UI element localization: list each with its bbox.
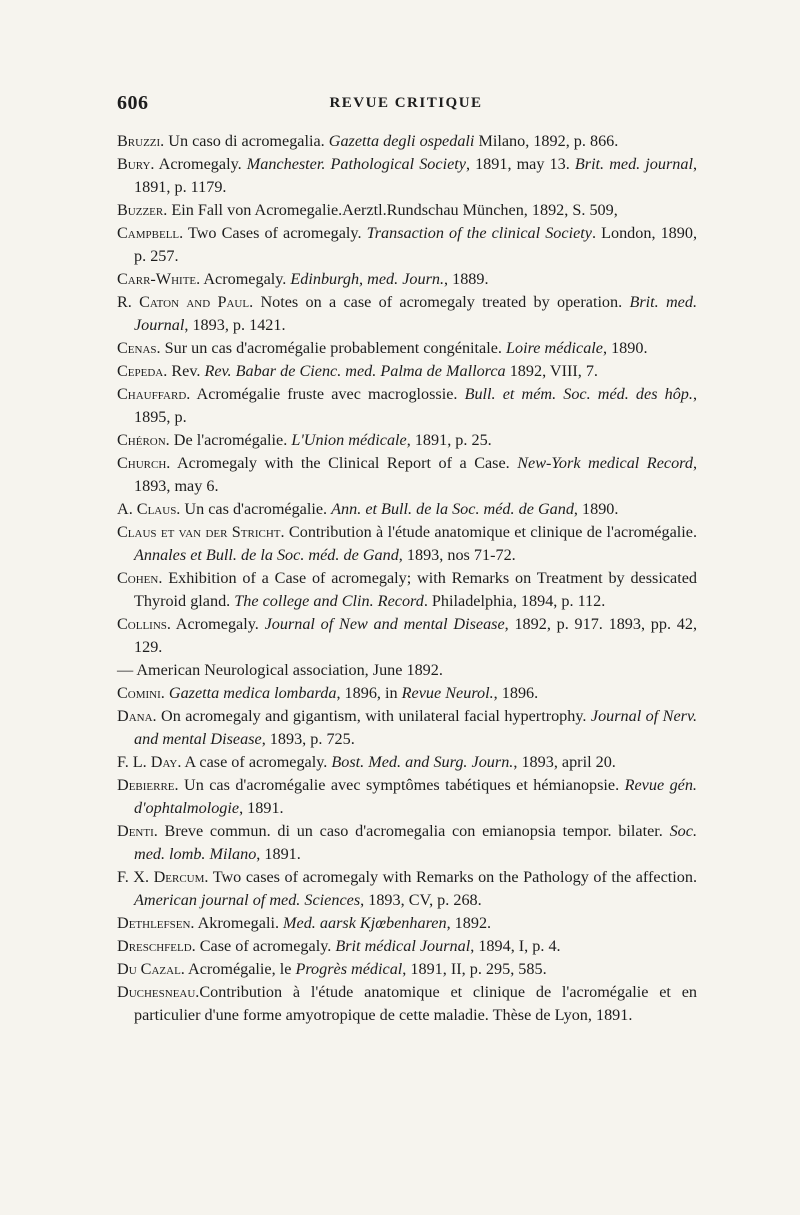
entry-text: Breve commun. di un caso d'acromegalia con emianopsia tempor. bilater. (157, 822, 670, 840)
entry-author: Debierre. (117, 776, 179, 794)
entry-text: , 1893, CV, p. 268. (360, 891, 482, 909)
page-header (117, 92, 695, 122)
entry-text: Rev. (167, 362, 205, 380)
entry-source-title: Gazetta degli ospedali (328, 132, 475, 150)
entry-source-title: Journal of New and mental Disease (264, 615, 505, 633)
bibliography-entry (117, 429, 697, 452)
entry-source-title: Edinburgh, med. Journ. (290, 270, 445, 288)
entry-author: — (117, 661, 134, 679)
entry-source-title: Journal of Nerv. and mental Disease (134, 707, 697, 748)
bibliography-entry (117, 268, 697, 291)
entry-author: Comini. (117, 684, 165, 702)
entry-source-title: Revue gén. d'ophtalmologie (134, 776, 697, 817)
entry-text: . London, 1890, p. 257. (134, 224, 697, 265)
bibliography-entry (117, 291, 697, 337)
entry-text: Exhibition of a Case of acromegaly; with Remarks on Treatment by dessicated Thyroid gland. (134, 569, 697, 610)
entry-text: American Neurological association, June 1892. (133, 661, 443, 679)
entry-text: Notes on a case of acromegaly treated by operation. (253, 293, 630, 311)
entry-author: Duchesneau. (117, 983, 200, 1001)
entry-text: , 1890. (573, 500, 619, 518)
entry-text: , 1891. (239, 799, 284, 817)
bibliography-entry (117, 567, 697, 613)
entry-text: Contribution à l'étude anatomique et clinique de l'acromégalie et en particulier d'une forme amyotropique de cette maladie. Thèse de Lyon, 1891. (134, 983, 697, 1024)
entry-author: Campbell. (117, 224, 184, 242)
bibliography-entry (117, 130, 697, 153)
entry-source-title: Loire médicale (506, 339, 603, 357)
entry-author: Chauffard. (117, 385, 191, 403)
bibliography-entry (117, 521, 697, 567)
entry-text: Acromegaly with the Clinical Report of a Case. (170, 454, 518, 472)
bibliography-entry (117, 682, 697, 705)
entry-text: , 1894, I, p. 4. (470, 937, 561, 955)
bibliography-entry (117, 383, 697, 429)
entry-text: , 1889. (444, 270, 489, 288)
bibliography-entry (117, 498, 697, 521)
entry-text: , 1893, p. 725. (261, 730, 355, 748)
bibliography-entry (117, 659, 697, 682)
bibliography-entry (117, 981, 697, 1027)
entry-text: Two Cases of acromegaly. (183, 224, 367, 242)
entry-text: Case of acromegaly. (195, 937, 336, 955)
entry-text: On acromegaly and gigantism, with unilateral facial hypertrophy. (156, 707, 591, 725)
entry-text: , 1896. (493, 684, 539, 702)
bibliography-entry (117, 705, 697, 751)
bibliography-entry (117, 452, 697, 498)
entry-text: De l'acromégalie. (169, 431, 292, 449)
entry-text: Ein Fall von Acromegalie.Aerztl.Rundschau München, 1892, S. 509, (167, 201, 618, 219)
entry-text: . Philadelphia, 1894, p. 112. (423, 592, 606, 610)
entry-author: Bruzzi. (117, 132, 165, 150)
entry-source-title: Progrès médical (295, 960, 403, 978)
bibliography-entry (117, 751, 697, 774)
entry-author: Cepeda. (117, 362, 168, 380)
entry-text: , 1895, p. (134, 385, 697, 426)
entry-text: , 1891. (256, 845, 301, 863)
entry-author: Dethlefsen. (117, 914, 195, 932)
entry-source-title: Ann. et Bull. de la Soc. méd. de Gand (331, 500, 574, 518)
entry-source-title: Soc. med. lomb. Milano (134, 822, 697, 863)
entry-author: F. X. Dercum. (117, 868, 209, 886)
bibliography-entry (117, 820, 697, 866)
entry-author: Claus et van der Stricht. (117, 523, 285, 541)
bibliography-entry (117, 935, 697, 958)
entry-author: Cohen. (117, 569, 163, 587)
entry-author: Denti. (117, 822, 158, 840)
entry-text: , 1891, II, p. 295, 585. (402, 960, 547, 978)
entry-source-title: Gazetta medica lombarda (168, 684, 337, 702)
bibliography-entry (117, 958, 697, 981)
entry-text: Un caso di acromegalia. (164, 132, 329, 150)
entry-source-title: Bost. Med. and Surg. Journ. (331, 753, 514, 771)
entry-text: , 1892, p. 917. 1893, pp. 42, 129. (134, 615, 697, 656)
entry-text: Acromegaly. (170, 615, 265, 633)
entry-author: Carr-White. (117, 270, 201, 288)
bibliography-list (117, 130, 697, 1027)
entry-text: Contribution à l'étude anatomique et clinique de l'acromégalie. (284, 523, 697, 541)
entry-text: Acromegaly. (200, 270, 291, 288)
bibliography-entry (117, 774, 697, 820)
bibliography-entry (117, 222, 697, 268)
entry-text: , 1891, p. 25. (406, 431, 492, 449)
entry-text: , 1892. (446, 914, 492, 932)
running-title: REVUE CRITIQUE (329, 95, 483, 111)
entry-author: Cenas. (117, 339, 161, 357)
entry-text: Acromégalie fruste avec macroglossie. (190, 385, 465, 403)
entry-text: Un cas d'acromégalie avec symptômes tabétiques et hémianopsie. (178, 776, 625, 794)
entry-author: Dreschfeld. (117, 937, 196, 955)
entry-source-title: L'Union médicale (291, 431, 407, 449)
entry-source-title: Annales et Bull. de la Soc. méd. de Gand (134, 546, 399, 564)
entry-text: Akromegali. (194, 914, 284, 932)
entry-text: , 1891, p. 1179. (134, 155, 698, 196)
entry-author: Bury. (117, 155, 155, 173)
entry-author: Church. (117, 454, 171, 472)
entry-text: A case of acromegaly. (181, 753, 332, 771)
bibliography-entry (117, 613, 697, 659)
entry-author: R. Caton and Paul. (117, 293, 254, 311)
entry-source-title: Med. aarsk Kjœbenharen (283, 914, 447, 932)
bibliography-entry (117, 866, 697, 912)
bibliography-entry (117, 912, 697, 935)
entry-text: , 1896, in (336, 684, 402, 702)
entry-source-title: Revue Neurol. (401, 684, 494, 702)
entry-author: Du Cazal. (117, 960, 185, 978)
entry-source-title: Brit. med. journal (574, 155, 693, 173)
entry-author: Buzzer. (117, 201, 168, 219)
entry-source-title: American journal of med. Sciences (134, 891, 361, 909)
entry-text: Acromegaly. (154, 155, 247, 173)
bibliography-entry (117, 199, 697, 222)
entry-source-title: Manchester. Pathological Society (246, 155, 466, 173)
entry-text: , 1891, may 13. (465, 155, 575, 173)
entry-author: Collins. (117, 615, 171, 633)
entry-text: , 1893, april 20. (513, 753, 616, 771)
bibliography-entry (117, 337, 697, 360)
entry-text: , 1893, nos 71-72. (398, 546, 516, 564)
entry-source-title: Rev. Babar de Cienc. med. Palma de Mallorca (204, 362, 506, 380)
bibliography-entry (117, 360, 697, 383)
entry-author: F. L. Day. (117, 753, 182, 771)
entry-source-title: The college and Clin. Record (234, 592, 424, 610)
entry-source-title: Brit médical Journal (335, 937, 471, 955)
entry-author: Dana. (117, 707, 157, 725)
entry-text: Un cas d'acromégalie. (180, 500, 332, 518)
entry-text: Acromégalie, le (184, 960, 296, 978)
entry-text: Sur un cas d'acromégalie probablement congénitale. (160, 339, 507, 357)
entry-source-title: Bull. et mém. Soc. méd. des hôp. (464, 385, 693, 403)
entry-text: Two cases of acromegaly with Remarks on the Pathology of the affection. (208, 868, 697, 886)
entry-source-title: Transaction of the clinical Society (366, 224, 592, 242)
entry-text: 1892, VIII, 7. (505, 362, 598, 380)
page-number: 606 (117, 92, 149, 114)
entry-text: , 1890. (602, 339, 648, 357)
bibliography-entry (117, 153, 697, 199)
entry-source-title: Brit. med. Journal (134, 293, 698, 334)
entry-author: Chéron. (117, 431, 170, 449)
entry-text: Milano, 1892, p. 866. (474, 132, 619, 150)
entry-source-title: New-York medical Record (517, 454, 693, 472)
entry-text: , 1893, p. 1421. (184, 316, 286, 334)
entry-text: , 1893, may 6. (134, 454, 697, 495)
entry-author: A. Claus. (117, 500, 181, 518)
